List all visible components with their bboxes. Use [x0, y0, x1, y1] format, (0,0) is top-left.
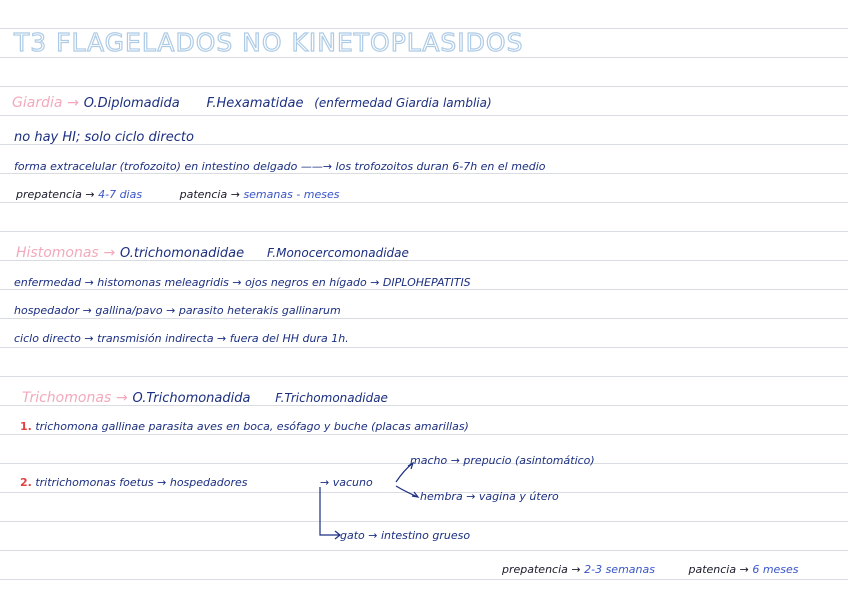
trichomonas-periods — [502, 564, 799, 575]
histomonas-order: O.trichomonadidae — [120, 246, 245, 261]
trichomonas-name: Trichomonas — [22, 390, 112, 406]
giardia-family: F.Hexamatidae — [206, 96, 304, 111]
tricho-patency-value: 6 meses — [752, 563, 799, 576]
tricho-prepatency-label: prepatencia → — [502, 563, 581, 576]
tricho-prepatency-value: 2-3 semanas — [584, 563, 655, 576]
giardia-arrow: → — [67, 95, 79, 111]
hembra-label: hembra → vagina y útero — [420, 490, 559, 503]
trichomonas-order: O.Trichomonadida — [132, 391, 251, 406]
giardia-patency-label: patencia → — [179, 188, 240, 201]
giardia-line-2: forma extracelular (trofozoito) en intestino delgado ——→ los trofozoitos duran 6-7h en el medio — [14, 160, 546, 173]
giardia-name: Giardia — [12, 95, 63, 111]
giardia-prepatency-label: prepatencia → — [16, 188, 95, 201]
histomonas-family: F.Monocercomonadidae — [266, 246, 409, 260]
trichomonas-arrow: → — [115, 390, 128, 406]
giardia-prepatency-value: 4-7 dias — [98, 188, 143, 201]
item-1-text: trichomona gallinae parasita aves en boca, esófago y buche (placas amarillas) — [35, 420, 469, 433]
page-title: T3 FLAGELADOS NO KINETOPLASIDOS — [14, 28, 524, 57]
histomonas-line-2: hospedador → gallina/pavo → parasito heterakis gallinarum — [14, 304, 341, 317]
item-2-text: tritrichomonas foetus → hospedadores — [35, 476, 248, 489]
gato-label: gato → intestino grueso — [340, 529, 471, 542]
macho-label: macho → prepucio (asintomático) — [410, 454, 595, 467]
giardia-disease: (enfermedad Giardia lamblia) — [314, 96, 492, 110]
giardia-order: O.Diplomadida — [83, 96, 180, 111]
histomonas-line-3: ciclo directo → transmisión indirecta → fuera del HH dura 1h. — [14, 332, 349, 345]
arrowhead-macho — [408, 463, 413, 469]
arrow-to-macho — [396, 463, 413, 482]
giardia-line-1: no hay HI; solo ciclo directo — [14, 130, 194, 145]
giardia-patency-value: semanas - meses — [243, 188, 340, 201]
histomonas-line-1: enfermedad → histomonas meleagridis → ojos negros en hígado → DIPLOHEPATITIS — [14, 276, 471, 289]
item-2-number: 2. — [20, 476, 32, 489]
tricho-patency-label: patencia → — [688, 563, 749, 576]
item-1-number: 1. — [20, 420, 32, 433]
histomonas-name: Histomonas — [16, 245, 99, 261]
histomonas-arrow: → — [103, 245, 116, 261]
arrow-to-hembra — [396, 486, 418, 497]
trichomonas-family: F.Trichomonadidae — [275, 391, 388, 405]
arrow-to-gato — [320, 487, 340, 535]
vacuno-label: → vacuno — [320, 476, 373, 489]
